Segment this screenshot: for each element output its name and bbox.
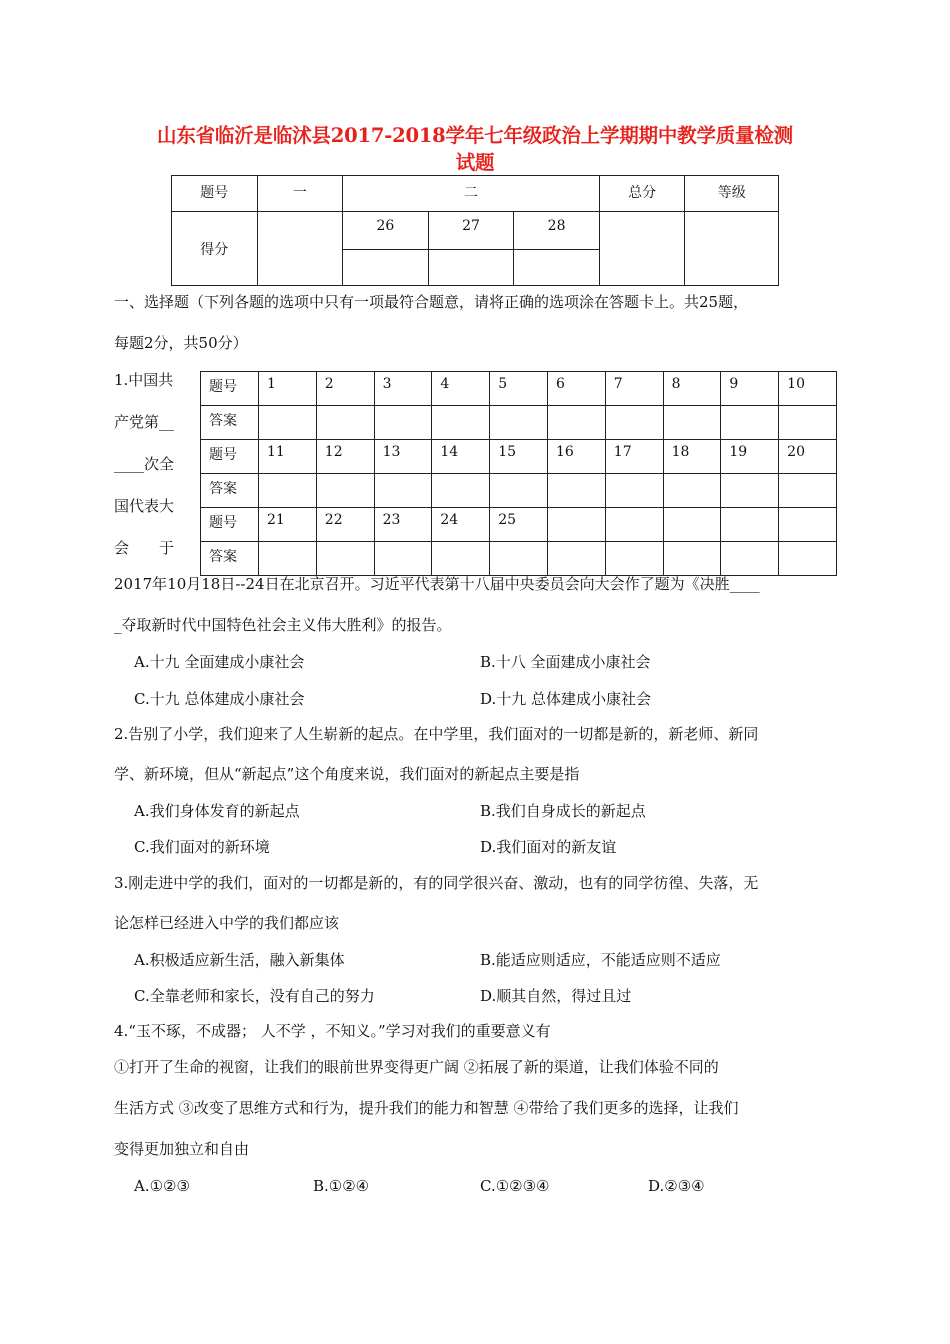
score-header-total: 总分 (599, 176, 685, 212)
answer-num: 12 (316, 440, 374, 474)
answer-num: 1 (259, 372, 317, 406)
q1-stem-2: _夺取新时代中国特色社会主义伟大胜利》的报告。 (114, 616, 452, 634)
q2-option-b[interactable]: B.我们自身成长的新起点 (480, 802, 646, 820)
q2-stem-1: 2.告别了小学，我们迎来了人生崭新的起点。在中学里，我们面对的一切都是新的，新老师、新同 (114, 725, 759, 743)
q4-stem-1: 4.“玉不琢，不成器； 人不学 ，不知义。”学习对我们的重要意义有 (114, 1022, 551, 1040)
q3-stem-2: 论怎样已经进入中学的我们都应该 (114, 914, 340, 932)
answer-num: 16 (547, 440, 605, 474)
q1-option-c[interactable]: C.十九 总体建成小康社会 (134, 690, 305, 708)
answer-num: 18 (663, 440, 721, 474)
answer-num: 11 (259, 440, 317, 474)
answer-cell[interactable] (779, 406, 837, 440)
score-cell-27[interactable] (428, 250, 514, 286)
q3-option-a[interactable]: A.积极适应新生活，融入新集体 (134, 951, 345, 969)
q1-side-line: 产党第__ (114, 413, 175, 431)
answer-cell[interactable] (374, 406, 432, 440)
answer-num-label: 题号 (201, 440, 259, 474)
score-cell-26[interactable] (343, 250, 429, 286)
answer-cell[interactable] (490, 542, 548, 576)
answer-cell[interactable] (721, 474, 779, 508)
score-sub-27: 27 (428, 212, 514, 250)
answer-cell[interactable] (374, 474, 432, 508)
q1-option-a[interactable]: A.十九 全面建成小康社会 (134, 653, 305, 671)
score-header-grade: 等级 (685, 176, 779, 212)
answer-num: 7 (605, 372, 663, 406)
q1-side-line: 国代表大 (114, 497, 175, 515)
answer-cell[interactable] (374, 542, 432, 576)
q2-option-c[interactable]: C.我们面对的新环境 (134, 838, 270, 856)
answer-cell[interactable] (316, 542, 374, 576)
q1-stem-1: 2017年10月18日--24日在北京召开。习近平代表第十八届中央委员会向大会作了题为《决胜____ (114, 575, 760, 593)
section1-instruction-1: 一、选择题（下列各题的选项中只有一项最符合题意，请将正确的选项涂在答题卡上。共25题， (114, 293, 749, 311)
answer-num: 3 (374, 372, 432, 406)
answer-num: 14 (432, 440, 490, 474)
answer-cell[interactable] (490, 406, 548, 440)
answer-cell[interactable] (605, 474, 663, 508)
q3-option-b[interactable]: B.能适应则适应，不能适应则不适应 (480, 951, 721, 969)
answer-num: 23 (374, 508, 432, 542)
answer-cell[interactable] (547, 542, 605, 576)
answer-cell[interactable] (605, 406, 663, 440)
section1-instruction-2: 每题2分，共50分） (114, 334, 248, 352)
answer-num: 6 (547, 372, 605, 406)
answer-num: 25 (490, 508, 548, 542)
q3-stem-1: 3.刚走进中学的我们，面对的一切都是新的，有的同学很兴奋、激动，也有的同学彷徨、失落，无 (114, 874, 759, 892)
answer-num (547, 508, 605, 542)
answer-num (779, 508, 837, 542)
answer-cell[interactable] (779, 474, 837, 508)
answer-cell[interactable] (316, 406, 374, 440)
q1-side-line: 1.中国共 (114, 371, 174, 389)
score-cell-part1[interactable] (257, 212, 343, 286)
score-table (171, 175, 779, 286)
q1-side-text (114, 370, 187, 580)
answer-label: 答案 (201, 542, 259, 576)
q4-option-b[interactable]: B.①②④ (313, 1177, 370, 1195)
answer-num: 9 (721, 372, 779, 406)
answer-cell[interactable] (547, 406, 605, 440)
answer-num: 13 (374, 440, 432, 474)
q1-side-line: 会 于 (114, 539, 175, 557)
score-cell-28[interactable] (514, 250, 600, 286)
q3-option-c[interactable]: C.全靠老师和家长，没有自己的努力 (134, 987, 375, 1005)
answer-num-row (201, 372, 837, 406)
answer-row (201, 406, 837, 440)
answer-cell[interactable] (259, 474, 317, 508)
q1-option-d[interactable]: D.十九 总体建成小康社会 (480, 690, 652, 708)
score-cell-total[interactable] (599, 212, 685, 286)
answer-cell[interactable] (432, 474, 490, 508)
answer-table (200, 371, 837, 576)
title-line-2: 试题 (455, 151, 495, 174)
title-line-1: 山东省临沂是临沭县2017-2018学年七年级政治上学期期中教学质量检测 (157, 124, 793, 147)
answer-num-row (201, 508, 837, 542)
answer-cell[interactable] (663, 406, 721, 440)
answer-num (721, 508, 779, 542)
answer-cell[interactable] (721, 406, 779, 440)
score-sub-26: 26 (343, 212, 429, 250)
score-header-part1: 一 (257, 176, 343, 212)
q4-stem-4: 变得更加独立和自由 (114, 1140, 250, 1158)
answer-row (201, 542, 837, 576)
answer-cell[interactable] (663, 474, 721, 508)
score-header-num: 题号 (172, 176, 258, 212)
answer-num: 20 (779, 440, 837, 474)
score-row-label: 得分 (172, 212, 258, 286)
answer-num (663, 508, 721, 542)
answer-cell[interactable] (490, 474, 548, 508)
answer-num: 4 (432, 372, 490, 406)
q1-side-line: ____次全 (114, 455, 175, 473)
answer-cell[interactable] (779, 542, 837, 576)
answer-num: 8 (663, 372, 721, 406)
q4-option-c[interactable]: C.①②③④ (480, 1177, 550, 1195)
answer-num: 22 (316, 508, 374, 542)
score-sub-28: 28 (514, 212, 600, 250)
answer-num: 24 (432, 508, 490, 542)
answer-cell[interactable] (547, 474, 605, 508)
answer-num: 15 (490, 440, 548, 474)
score-cell-grade[interactable] (685, 212, 779, 286)
answer-label: 答案 (201, 406, 259, 440)
q4-option-d[interactable]: D.②③④ (648, 1177, 705, 1195)
q4-option-a[interactable]: A.①②③ (134, 1177, 190, 1195)
document-title (100, 122, 850, 176)
score-header-part2: 二 (343, 176, 600, 212)
answer-num-label: 题号 (201, 508, 259, 542)
answer-num: 19 (721, 440, 779, 474)
q3-option-d[interactable]: D.顺其自然，得过且过 (480, 987, 632, 1005)
answer-cell[interactable] (259, 542, 317, 576)
q1-option-b[interactable]: B.十八 全面建成小康社会 (480, 653, 651, 671)
q2-stem-2: 学、新环境，但从“新起点”这个角度来说，我们面对的新起点主要是指 (114, 765, 580, 783)
answer-cell[interactable] (316, 474, 374, 508)
answer-cell[interactable] (259, 406, 317, 440)
answer-num (605, 508, 663, 542)
answer-num: 10 (779, 372, 837, 406)
answer-cell[interactable] (721, 542, 779, 576)
answer-num: 2 (316, 372, 374, 406)
q4-stem-3: 生活方式 ③改变了思维方式和行为，提升我们的能力和智慧 ④带给了我们更多的选择，让我们 (114, 1099, 739, 1117)
answer-num-label: 题号 (201, 372, 259, 406)
answer-num: 5 (490, 372, 548, 406)
answer-cell[interactable] (605, 542, 663, 576)
answer-cell[interactable] (432, 406, 490, 440)
answer-num: 17 (605, 440, 663, 474)
answer-row (201, 474, 837, 508)
q4-stem-2: ①打开了生命的视窗，让我们的眼前世界变得更广阔 ②拓展了新的渠道，让我们体验不同的 (114, 1058, 719, 1076)
answer-num-row (201, 440, 837, 474)
q2-option-d[interactable]: D.我们面对的新友谊 (480, 838, 617, 856)
answer-num: 21 (259, 508, 317, 542)
answer-label: 答案 (201, 474, 259, 508)
q2-option-a[interactable]: A.我们身体发育的新起点 (134, 802, 300, 820)
answer-cell[interactable] (432, 542, 490, 576)
answer-cell[interactable] (663, 542, 721, 576)
